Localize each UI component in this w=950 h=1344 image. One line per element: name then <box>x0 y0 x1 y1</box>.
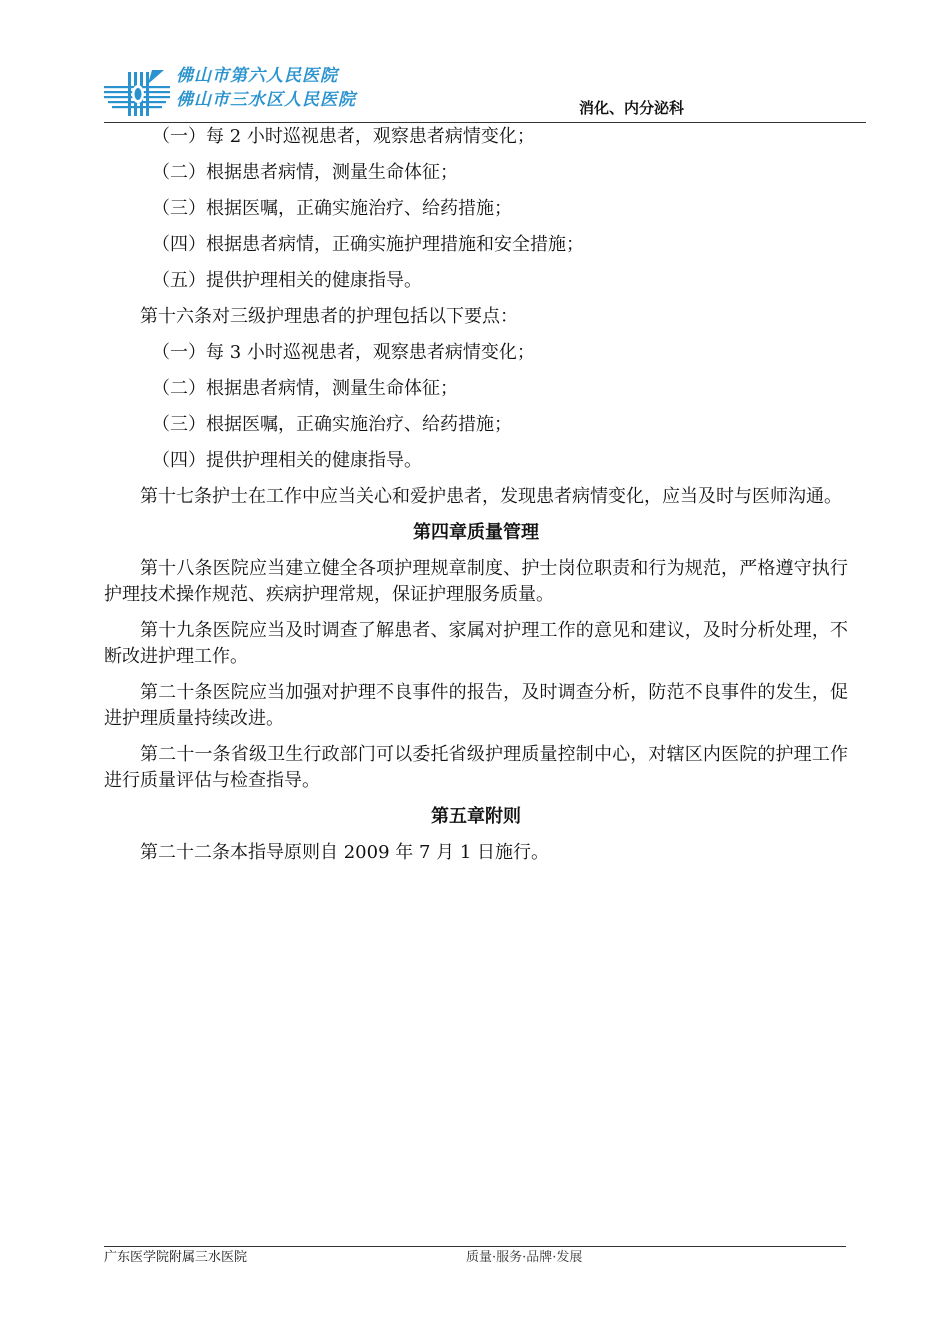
hospital-name-line1: 佛山市第六人民医院 <box>176 66 338 86</box>
chapter-heading-4: 第四章质量管理 <box>413 522 539 543</box>
footer-slogan: 质量·服务·品牌·发展 <box>466 1250 583 1265</box>
article-22: 第二十二条本指导原则自 2009 年 7 月 1 日施行。 <box>140 842 550 863</box>
list-item: （二）根据患者病情，测量生命体征； <box>152 162 458 183</box>
page-header <box>104 62 866 123</box>
article-19: 第十九条医院应当及时调查了解患者、家属对护理工作的意见和建议，及时分析处理，不断改进护理工作。 <box>104 620 848 667</box>
chapter-heading-5: 第五章附则 <box>431 806 521 827</box>
hospital-name-line2: 佛山市三水区人民医院 <box>176 90 356 110</box>
list-item: （四）提供护理相关的健康指导。 <box>152 450 422 471</box>
list-item: （三）根据医嘱，正确实施治疗、给药措施； <box>152 198 512 219</box>
department-label: 消化、内分泌科 <box>578 99 684 117</box>
list-item: （四）根据患者病情，正确实施护理措施和安全措施； <box>152 234 584 255</box>
article-20: 第二十条医院应当加强对护理不良事件的报告，及时调查分析，防范不良事件的发生，促进护理质量持续改进。 <box>104 682 848 729</box>
article-17: 第十七条护士在工作中应当关心和爱护患者，发现患者病情变化，应当及时与医师沟通。 <box>140 486 842 507</box>
list-item: （一）每 3 小时巡视患者，观察患者病情变化； <box>152 342 535 363</box>
article-21: 第二十一条省级卫生行政部门可以委托省级护理质量控制中心，对辖区内医院的护理工作进行质量评估与检查指导。 <box>104 744 848 791</box>
hospital-name-logo <box>176 64 356 112</box>
hospital-logo-icon <box>104 66 170 116</box>
article-18: 第十八条医院应当建立健全各项护理规章制度、护士岗位职责和行为规范，严格遵守执行护理技术操作规范、疾病护理常规，保证护理服务质量。 <box>104 558 848 605</box>
list-item: （一）每 2 小时巡视患者，观察患者病情变化； <box>152 126 535 147</box>
list-item: （五）提供护理相关的健康指导。 <box>152 270 422 291</box>
article-16: 第十六条对三级护理患者的护理包括以下要点： <box>140 306 518 327</box>
list-item: （三）根据医嘱，正确实施治疗、给药措施； <box>152 414 512 435</box>
list-item: （二）根据患者病情，测量生命体征； <box>152 378 458 399</box>
document-body <box>104 124 848 876</box>
footer-hospital: 广东医学院附属三水医院 <box>104 1250 248 1265</box>
page-footer <box>104 1246 846 1265</box>
